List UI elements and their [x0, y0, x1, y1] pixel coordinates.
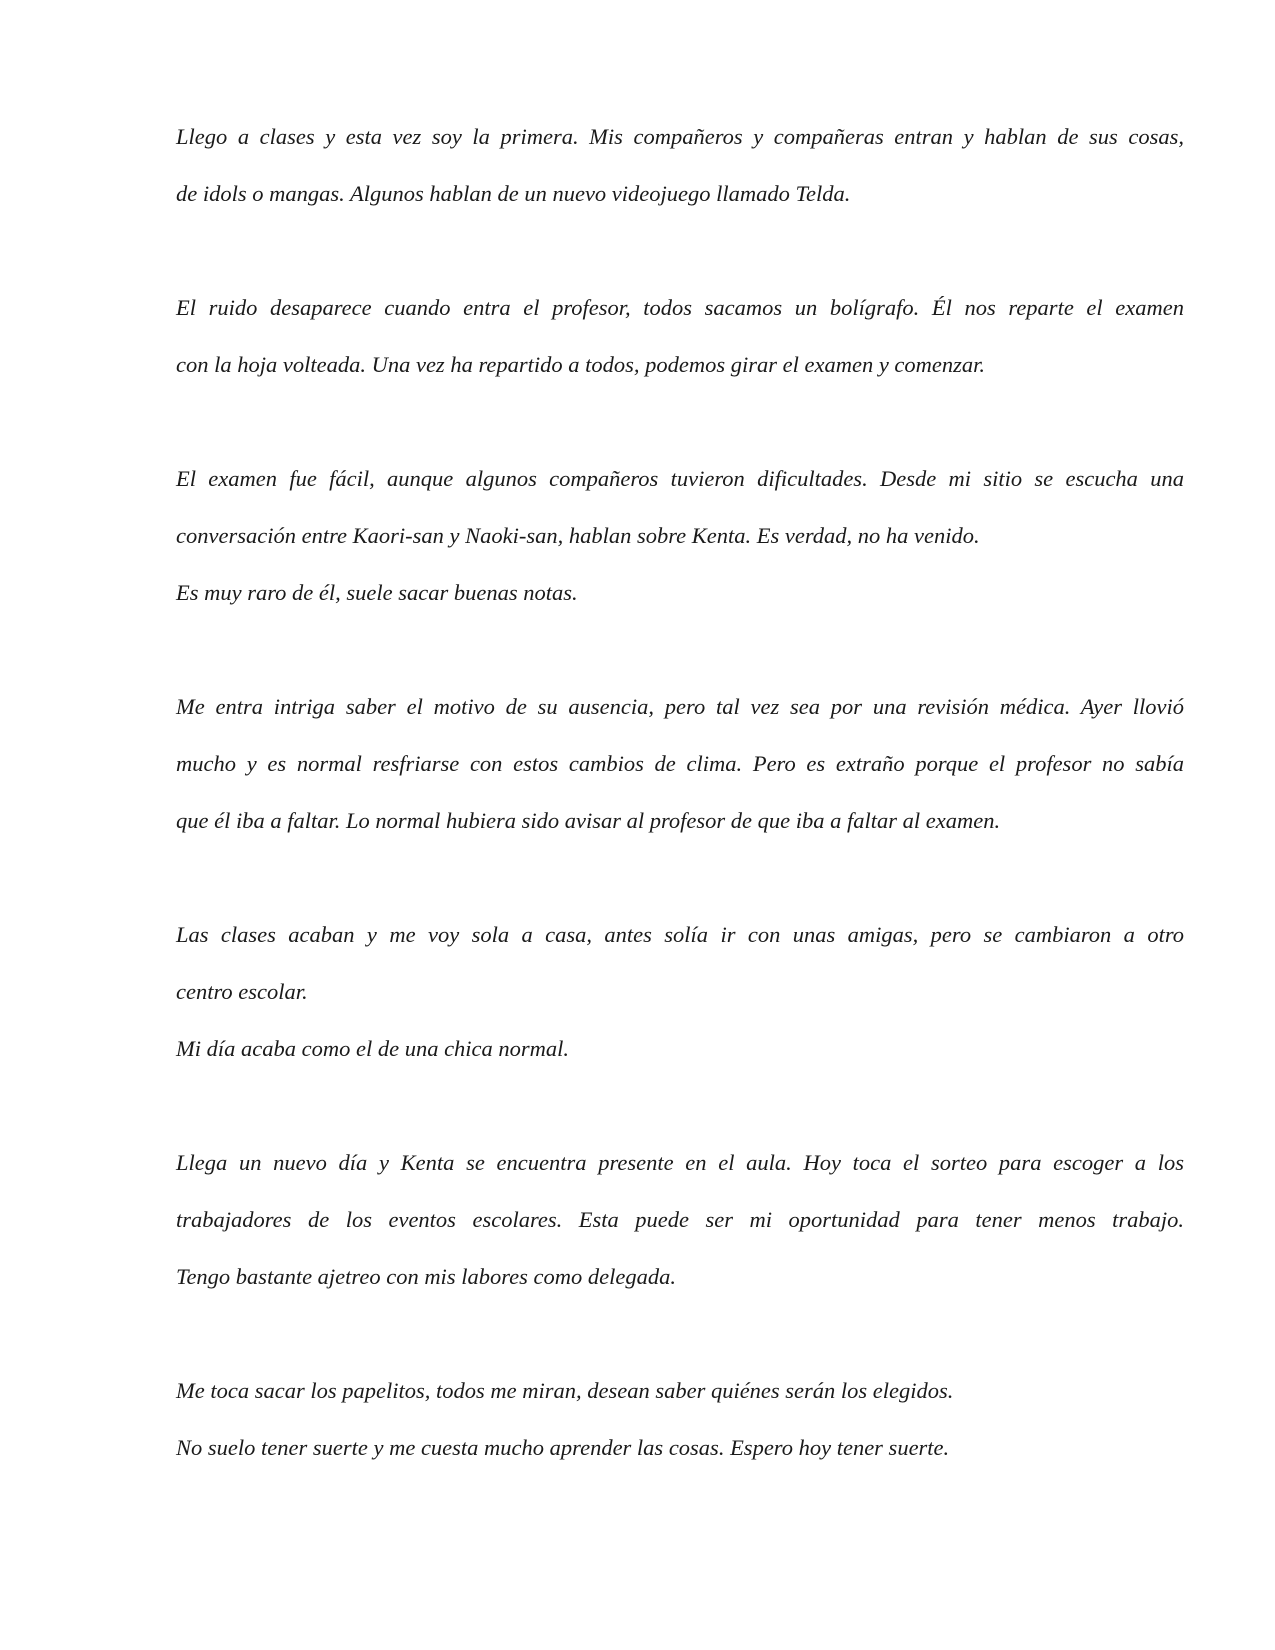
story-text [176, 108, 1184, 1476]
paragraph-4 [176, 678, 1184, 849]
paragraph-line: Tengo bastante ajetreo con mis labores como delegada. [176, 1264, 676, 1289]
paragraph-line: de idols o mangas. Algunos hablan de un nuevo videojuego llamado Telda. [176, 181, 851, 206]
paragraph-line: Las clases acaban y me voy sola a casa, antes solía ir con unas amigas, pero se cambiaron a otro [176, 922, 1184, 947]
paragraph-line: Me entra intriga saber el motivo de su ausencia, pero tal vez sea por una revisión médica. Ayer llovió [176, 694, 1184, 719]
paragraph-6 [176, 1134, 1184, 1305]
paragraph-7 [176, 1362, 1184, 1476]
paragraph-line: que él iba a faltar. Lo normal hubiera sido avisar al profesor de que iba a faltar al examen. [176, 808, 1001, 833]
paragraph-5 [176, 906, 1184, 1077]
paragraph-1 [176, 108, 1184, 222]
paragraph-line: con la hoja volteada. Una vez ha repartido a todos, podemos girar el examen y comenzar. [176, 352, 986, 377]
paragraph-line: El examen fue fácil, aunque algunos compañeros tuvieron dificultades. Desde mi sitio se escucha una [176, 466, 1184, 491]
paragraph-line: mucho y es normal resfriarse con estos cambios de clima. Pero es extraño porque el profesor no sabía [176, 751, 1184, 776]
paragraph-2 [176, 279, 1184, 393]
paragraph-line: Me toca sacar los papelitos, todos me miran, desean saber quiénes serán los elegidos. [176, 1378, 954, 1403]
paragraph-3 [176, 450, 1184, 621]
paragraph-line: Llego a clases y esta vez soy la primera. Mis compañeros y compañeras entran y hablan de sus cosas, [176, 124, 1184, 149]
paragraph-line: No suelo tener suerte y me cuesta mucho aprender las cosas. Espero hoy tener suerte. [176, 1435, 950, 1460]
paragraph-line: El ruido desaparece cuando entra el profesor, todos sacamos un bolígrafo. Él nos reparte el examen [176, 295, 1184, 320]
paragraph-line: centro escolar. [176, 979, 308, 1004]
paragraph-line: trabajadores de los eventos escolares. Esta puede ser mi oportunidad para tener menos trabajo. [176, 1207, 1184, 1232]
paragraph-line: Llega un nuevo día y Kenta se encuentra presente en el aula. Hoy toca el sorteo para escoger a los [176, 1150, 1184, 1175]
paragraph-line: Es muy raro de él, suele sacar buenas notas. [176, 580, 578, 605]
paragraph-line: conversación entre Kaori-san y Naoki-san, hablan sobre Kenta. Es verdad, no ha venido. [176, 523, 980, 548]
paragraph-line: Mi día acaba como el de una chica normal. [176, 1036, 570, 1061]
